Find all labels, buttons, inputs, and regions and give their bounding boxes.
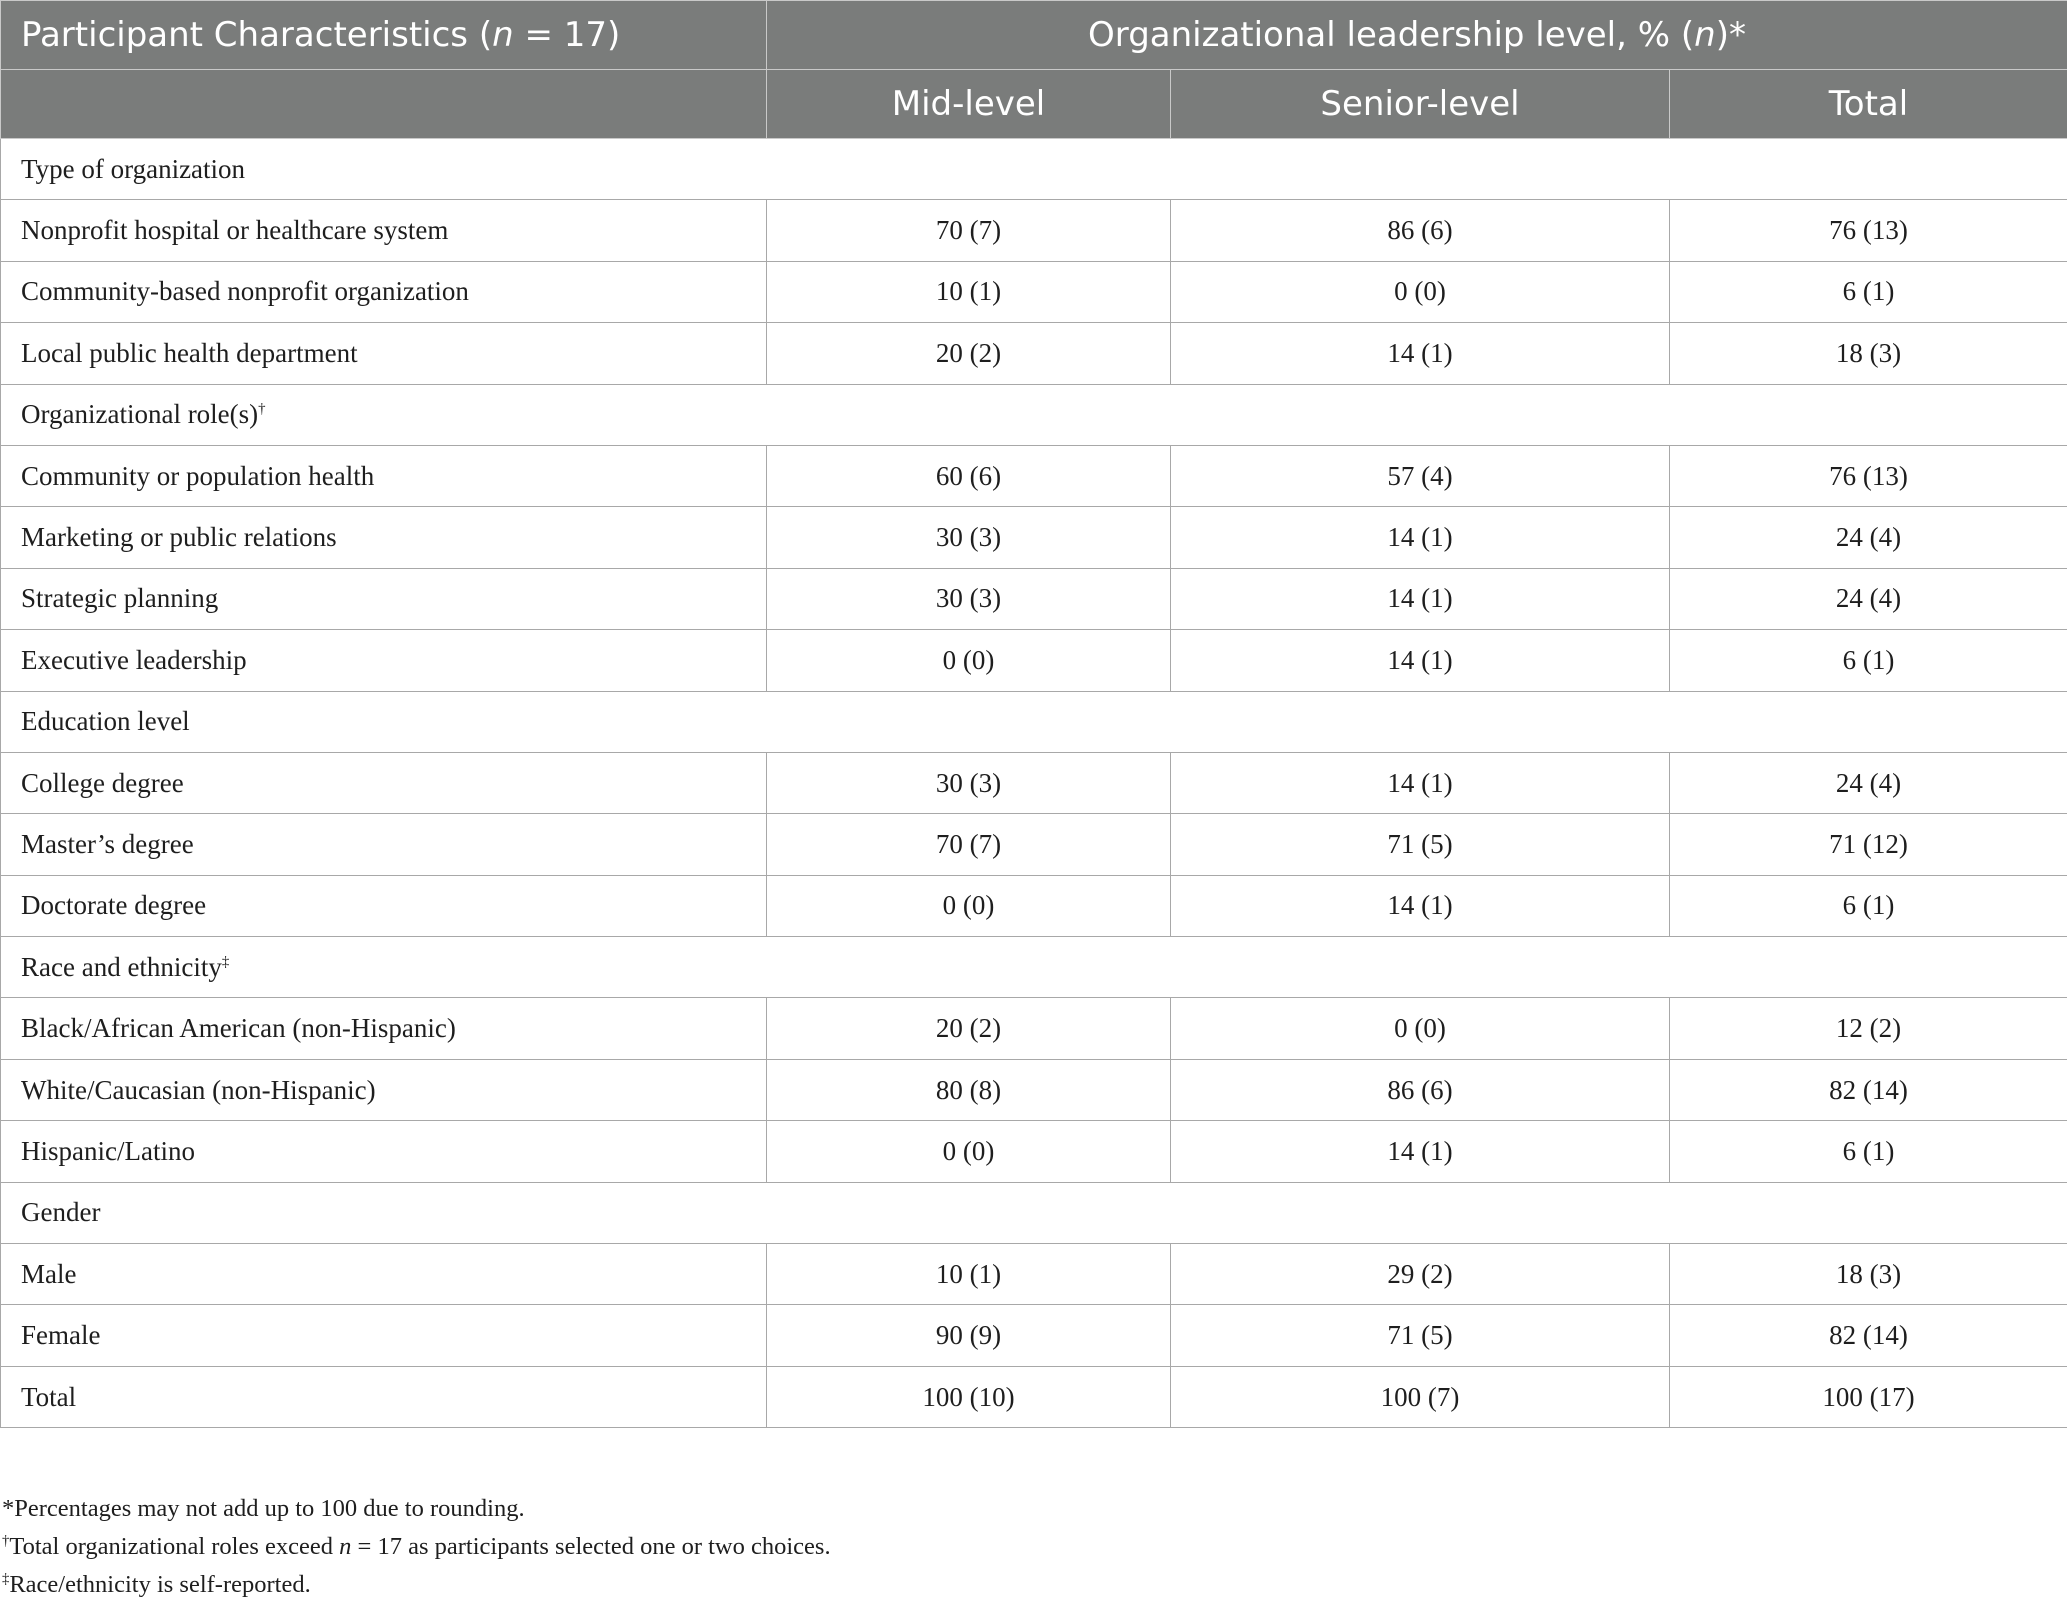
table-row <box>1 1305 2067 1366</box>
total-value: 18 (3) <box>1670 1244 2067 1305</box>
footnote: ‡Race/ethnicity is self-reported. <box>2 1570 311 1598</box>
row-label: Executive leadership <box>1 630 767 691</box>
table-row <box>1 568 2067 629</box>
table-row <box>1 814 2067 875</box>
section-row <box>1 937 2067 998</box>
total-value: 6 (1) <box>1670 630 2067 691</box>
footnote-mark: † <box>258 401 266 418</box>
senior-level-value: 71 (5) <box>1171 1305 1670 1366</box>
footnote-mark: * <box>2 1495 15 1522</box>
senior-level-value: 0 (0) <box>1171 261 1670 322</box>
table-row <box>1 630 2067 691</box>
row-label: Nonprofit hospital or healthcare system <box>1 200 767 261</box>
senior-level-value: 14 (1) <box>1171 752 1670 813</box>
table-row <box>1 1244 2067 1305</box>
mid-level-value: 10 (1) <box>767 261 1171 322</box>
table-row <box>1 507 2067 568</box>
section-label: Gender <box>1 1182 2067 1243</box>
footnote: *Percentages may not add up to 100 due to rounding. <box>2 1495 525 1522</box>
footnote-mark: † <box>2 1532 10 1549</box>
mid-level-value: 30 (3) <box>767 507 1171 568</box>
table-row <box>1 200 2067 261</box>
total-value: 82 (14) <box>1670 1305 2067 1366</box>
mid-level-value: 0 (0) <box>767 630 1171 691</box>
table-row <box>1 1059 2067 1120</box>
column-header-senior-level: Senior-level <box>1171 70 1670 139</box>
total-value: 76 (13) <box>1670 200 2067 261</box>
section-row <box>1 384 2067 445</box>
mid-level-value: 20 (2) <box>767 323 1171 384</box>
table-row <box>1 752 2067 813</box>
total-value: 82 (14) <box>1670 1059 2067 1120</box>
row-label: Marketing or public relations <box>1 507 767 568</box>
column-header-mid-level: Mid-level <box>767 70 1171 139</box>
senior-level-value: 71 (5) <box>1171 814 1670 875</box>
section-row <box>1 1182 2067 1243</box>
senior-level-value: 14 (1) <box>1171 507 1670 568</box>
characteristics-header: Participant Characteristics (n = 17) <box>1 1 767 70</box>
mid-level-value: 80 (8) <box>767 1059 1171 1120</box>
senior-level-value: 14 (1) <box>1171 568 1670 629</box>
mid-level-value: 100 (10) <box>767 1366 1171 1427</box>
column-header-total: Total <box>1670 70 2067 139</box>
senior-level-value: 14 (1) <box>1171 323 1670 384</box>
section-row <box>1 691 2067 752</box>
table-row <box>1 875 2067 936</box>
footnotes <box>2 1490 831 1604</box>
leadership-level-header: Organizational leadership level, % (n)* <box>767 1 2067 70</box>
senior-level-value: 57 (4) <box>1171 445 1670 506</box>
table-row <box>1 261 2067 322</box>
senior-level-value: 14 (1) <box>1171 630 1670 691</box>
section-label: Race and ethnicity‡ <box>1 937 2067 998</box>
mid-level-value: 0 (0) <box>767 1121 1171 1182</box>
total-value: 18 (3) <box>1670 323 2067 384</box>
mid-level-value: 0 (0) <box>767 875 1171 936</box>
mid-level-value: 30 (3) <box>767 568 1171 629</box>
mid-level-value: 30 (3) <box>767 752 1171 813</box>
row-label: Female <box>1 1305 767 1366</box>
total-value: 71 (12) <box>1670 814 2067 875</box>
total-value: 24 (4) <box>1670 507 2067 568</box>
senior-level-value: 0 (0) <box>1171 998 1670 1059</box>
row-label: Local public health department <box>1 323 767 384</box>
senior-level-value: 29 (2) <box>1171 1244 1670 1305</box>
row-label: Community-based nonprofit organization <box>1 261 767 322</box>
row-label: Community or population health <box>1 445 767 506</box>
row-label: Total <box>1 1366 767 1427</box>
senior-level-value: 14 (1) <box>1171 1121 1670 1182</box>
senior-level-value: 86 (6) <box>1171 1059 1670 1120</box>
table-row <box>1 323 2067 384</box>
total-value: 24 (4) <box>1670 568 2067 629</box>
senior-level-value: 14 (1) <box>1171 875 1670 936</box>
row-label: Hispanic/Latino <box>1 1121 767 1182</box>
row-label: White/Caucasian (non-Hispanic) <box>1 1059 767 1120</box>
header-row-1 <box>1 1 2067 70</box>
senior-level-value: 100 (7) <box>1171 1366 1670 1427</box>
mid-level-value: 60 (6) <box>767 445 1171 506</box>
total-value: 6 (1) <box>1670 875 2067 936</box>
row-label: Strategic planning <box>1 568 767 629</box>
total-value: 24 (4) <box>1670 752 2067 813</box>
footnote-mark: ‡ <box>221 953 230 970</box>
section-label: Organizational role(s)† <box>1 384 2067 445</box>
section-row <box>1 139 2067 200</box>
total-value: 76 (13) <box>1670 445 2067 506</box>
footnote-mark: ‡ <box>2 1570 10 1587</box>
empty-header-cell <box>1 70 767 139</box>
mid-level-value: 70 (7) <box>767 200 1171 261</box>
table-row <box>1 445 2067 506</box>
row-label: Black/African American (non-Hispanic) <box>1 998 767 1059</box>
mid-level-value: 20 (2) <box>767 998 1171 1059</box>
row-label: Master’s degree <box>1 814 767 875</box>
total-value: 6 (1) <box>1670 1121 2067 1182</box>
row-label: Male <box>1 1244 767 1305</box>
total-value: 100 (17) <box>1670 1366 2067 1427</box>
section-label: Type of organization <box>1 139 2067 200</box>
mid-level-value: 10 (1) <box>767 1244 1171 1305</box>
table-row <box>1 998 2067 1059</box>
mid-level-value: 90 (9) <box>767 1305 1171 1366</box>
footnote: †Total organizational roles exceed n = 17 as participants selected one or two choices. <box>2 1532 831 1560</box>
table-body <box>1 139 2067 1428</box>
senior-level-value: 86 (6) <box>1171 200 1670 261</box>
section-label: Education level <box>1 691 2067 752</box>
header-row-2 <box>1 70 2067 139</box>
table-row <box>1 1366 2067 1427</box>
row-label: Doctorate degree <box>1 875 767 936</box>
row-label: College degree <box>1 752 767 813</box>
mid-level-value: 70 (7) <box>767 814 1171 875</box>
table-row <box>1 1121 2067 1182</box>
total-value: 6 (1) <box>1670 261 2067 322</box>
total-value: 12 (2) <box>1670 998 2067 1059</box>
